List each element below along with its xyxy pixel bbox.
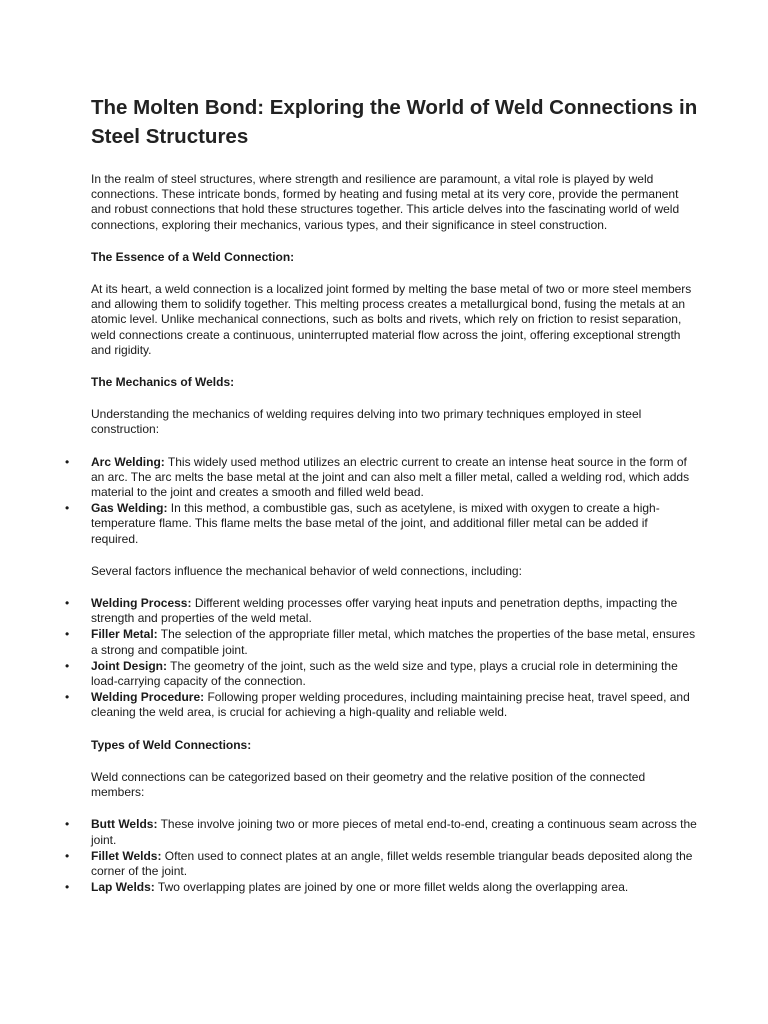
mechanics-paragraph: Understanding the mechanics of welding requires delving into two primary techniques employed in steel construction: [91,407,642,437]
list-item-term: Welding Procedure: [91,690,205,705]
section-heading-types: Types of Weld Connections: [91,737,252,752]
essence-paragraph: At its heart, a weld connection is a localized joint formed by melting the base metal of two or more steel members and allowing them to solidify together. This melting process creates a metallurgical bond, fusing the metals at an atomic level. Unlike mechanical connections, such as bolts and rivets, which rely on friction to resist separation, weld connections create a continuous, uninterrupted material flow across the joint, offering exceptional strength and rigidity. [91,282,692,357]
bullet-icon: • [65,690,70,705]
bullet-icon: • [65,658,70,673]
list-item-term: Arc Welding: [91,454,165,469]
intro-paragraph: In the realm of steel structures, where strength and resilience are paramount, a vital role is played by weld connections. These intricate bonds, formed by heating and fusing metal at its very core, provide the permanent and robust connections that hold these structures together. This article delves into the fascinating world of weld connections, exploring their mechanics, various types, and their significance in steel construction. [91,172,680,232]
welding-techniques-list [65,454,698,547]
document-title: The Molten Bond: Exploring the World of Weld Connections in Steel Structures [91,96,698,148]
list-item [65,627,698,657]
list-item-text: Often used to connect plates at an angle, fillet welds resemble triangular beads deposited along the corner of the joint. [91,848,693,878]
bullet-icon: • [65,501,70,516]
list-item-term: Filler Metal: [91,627,158,642]
factors-paragraph: Several factors influence the mechanical behavior of weld connections, including: [91,563,522,578]
list-item-text: The selection of the appropriate filler metal, which matches the properties of the base metal, ensures a strong and compatible joint. [91,627,696,657]
bullet-icon: • [65,848,70,863]
list-item-text: The geometry of the joint, such as the weld size and type, plays a crucial role in determining the load-carrying capacity of the connection. [91,658,678,689]
section-heading-essence: The Essence of a Weld Connection: [91,249,295,264]
list-item-text: Two overlapping plates are joined by one or more fillet welds along the overlapping area. [154,880,629,895]
list-item-term: Fillet Welds: [91,848,162,863]
list-item-term: Butt Welds: [91,817,158,832]
weld-types-list [65,817,698,895]
list-item-term: Joint Design: [91,658,168,673]
list-item-text: Different welding processes offer varying heat inputs and penetration depths, impacting the strength and properties of the weld metal. [91,596,678,626]
list-item-text: These involve joining two or more pieces of metal end-to-end, creating a continuous seam across the joint. [91,817,697,847]
list-item [65,454,698,501]
types-paragraph: Weld connections can be categorized based on their geometry and the relative position of the connected members: [91,769,646,800]
list-item [65,658,698,689]
section-heading-mechanics: The Mechanics of Welds: [91,375,235,390]
list-item-text: In this method, a combustible gas, such as acetylene, is mixed with oxygen to create a high-temperature flame. This flame melts the base metal of the joint, and additional filler metal can be added if required. [91,501,660,546]
list-item-text: Following proper welding procedures, including maintaining precise heat, travel speed, and cleaning the weld area, is crucial for achieving a high-quality and reliable weld. [91,690,690,720]
bullet-icon: • [65,817,70,832]
list-item [65,596,698,626]
list-item-text: This widely used method utilizes an electric current to create an intense heat source in the form of an arc. The arc melts the base metal at the joint and can also melt a filler metal, called a welding rod, which adds material to the joint and creates a smooth and filled weld bead. [91,454,690,500]
factors-list [65,596,698,721]
bullet-icon: • [65,454,70,469]
bullet-icon: • [65,627,70,642]
list-item [65,848,698,879]
list-item-term: Gas Welding: [91,501,168,516]
list-item-term: Lap Welds: [91,880,155,895]
list-item [65,817,698,847]
bullet-icon: • [65,596,70,611]
bullet-icon: • [65,880,70,895]
list-item [65,690,698,720]
list-item [65,880,698,895]
list-item [65,501,698,547]
list-item-term: Welding Process: [91,596,192,611]
